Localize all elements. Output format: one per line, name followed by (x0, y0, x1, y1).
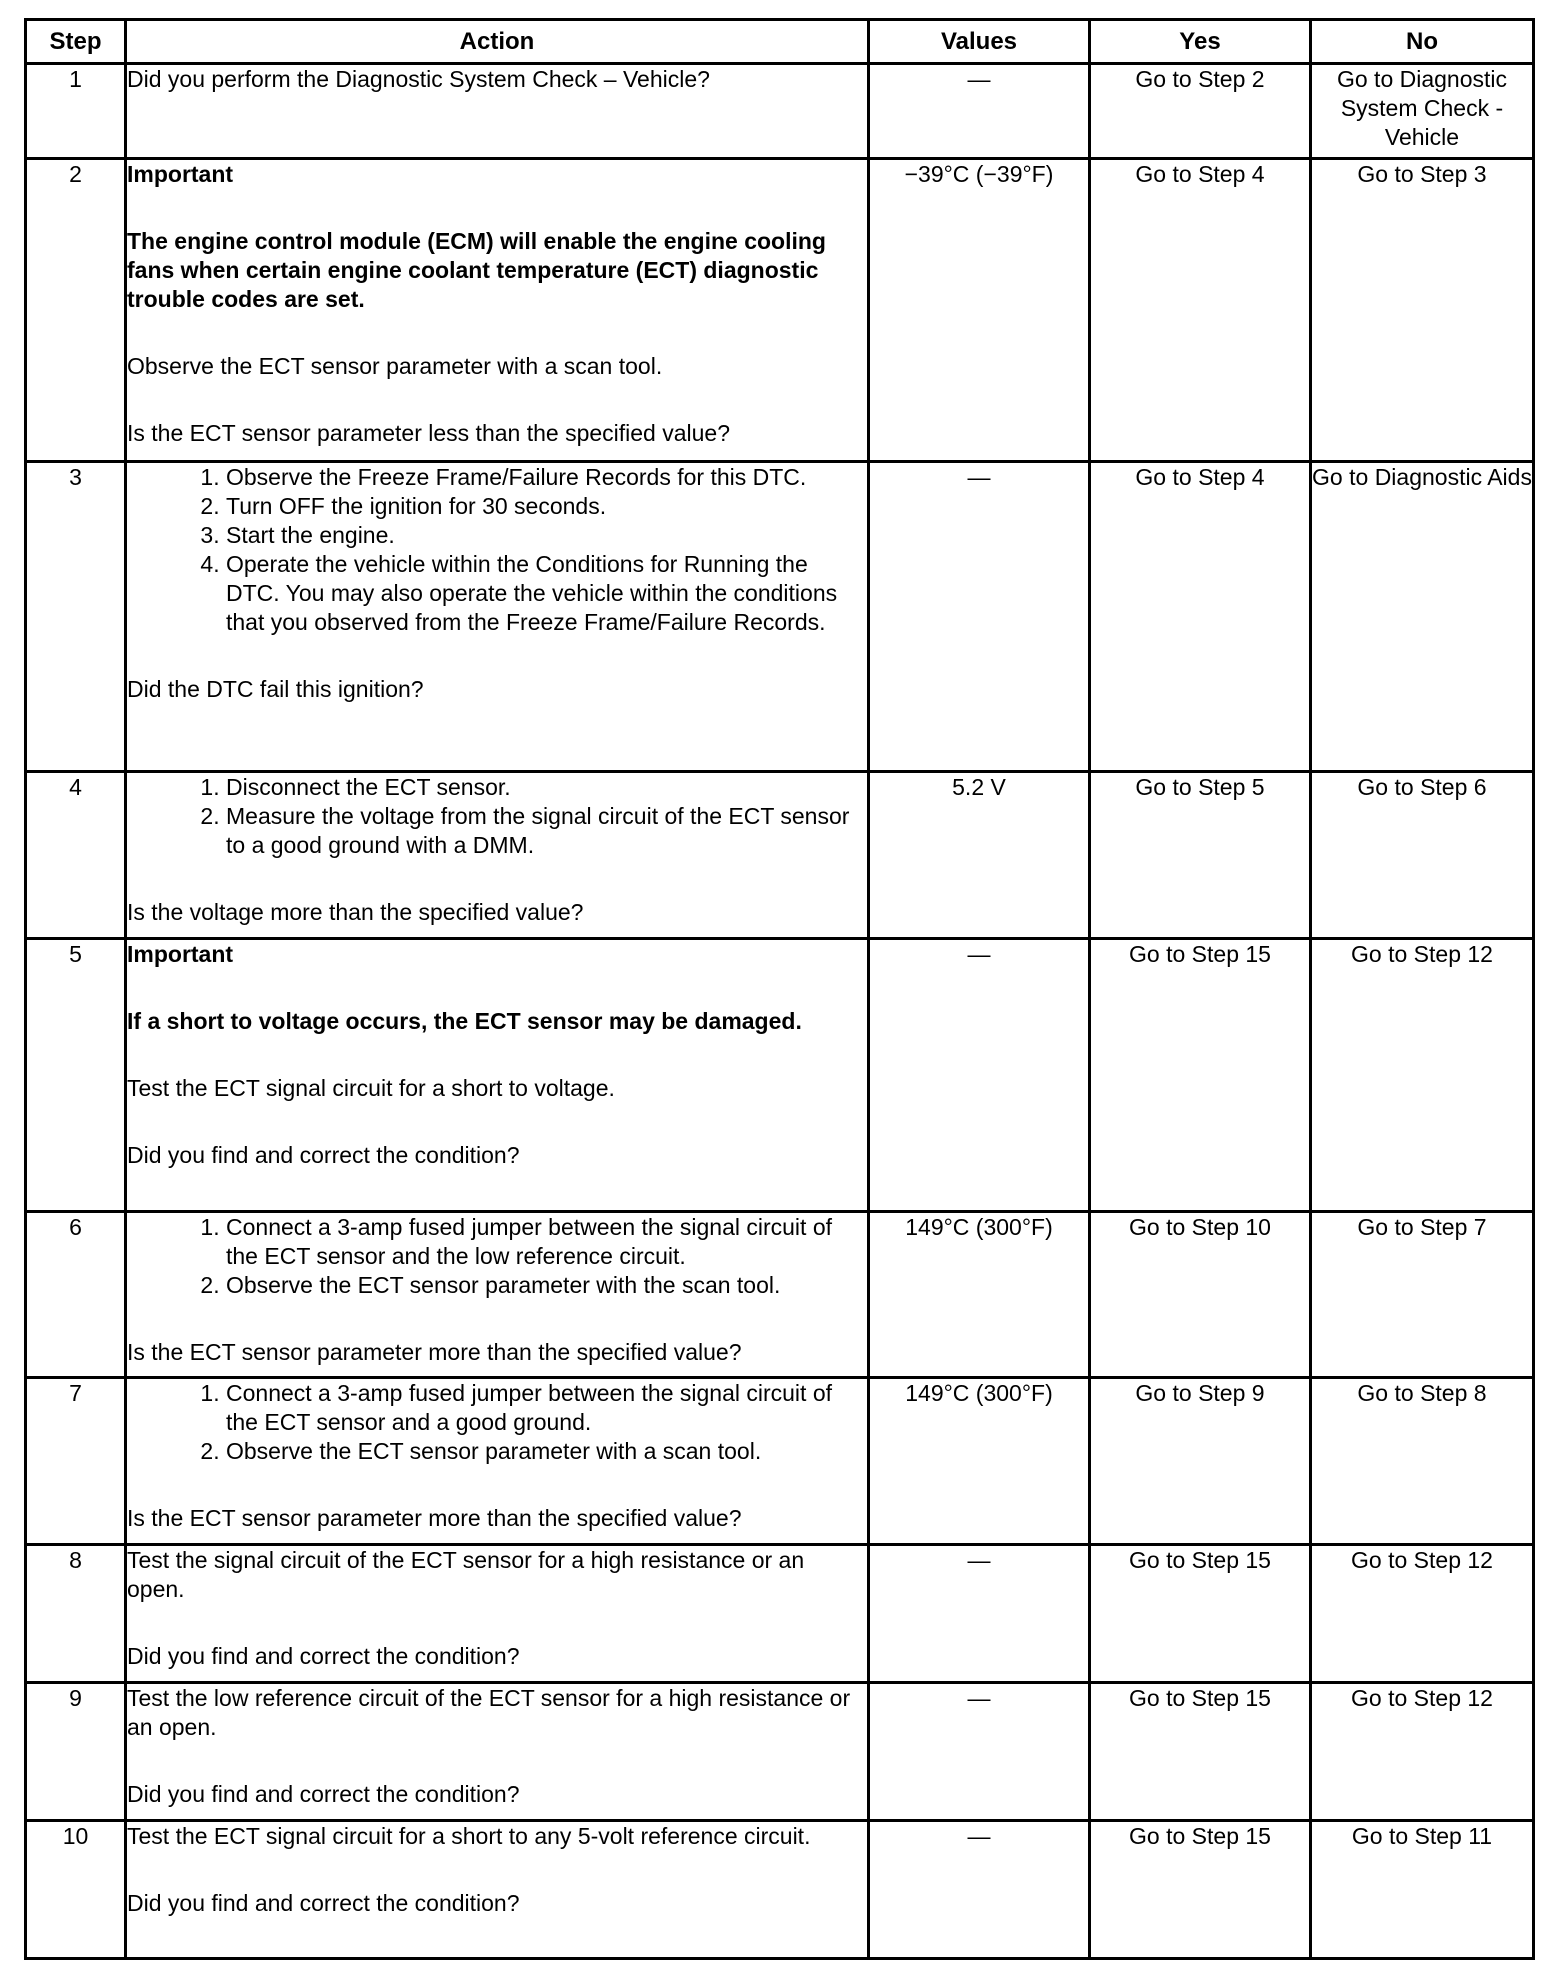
action-text: Test the ECT signal circuit for a short to voltage. (127, 1075, 615, 1101)
header-row (26, 20, 1534, 64)
question-text: Did you find and correct the condition? (127, 1142, 520, 1168)
action-text: Observe the ECT sensor parameter with a scan tool. (127, 353, 663, 379)
header-step: Step (26, 20, 126, 64)
question-text: Is the voltage more than the specified value? (127, 899, 584, 925)
yes-cell: Go to Step 15 (1090, 1545, 1311, 1683)
table-row (26, 939, 1534, 1212)
no-cell: Go to Step 12 (1311, 1545, 1534, 1683)
action-cell (126, 462, 869, 772)
header-values: Values (869, 20, 1090, 64)
step-number: 3 (26, 462, 126, 772)
value-cell: 149°C (300°F) (869, 1378, 1090, 1545)
list-item: 1. Disconnect the ECT sensor. (226, 773, 867, 802)
action-cell (126, 64, 869, 159)
no-cell: Go to Step 3 (1311, 159, 1534, 462)
value-cell: — (869, 1545, 1090, 1683)
step-number: 10 (26, 1821, 126, 1959)
table-row (26, 1821, 1534, 1959)
question-text: Is the ECT sensor parameter less than the specified value? (127, 420, 731, 446)
no-cell: Go to Step 12 (1311, 939, 1534, 1212)
question-text: Did the DTC fail this ignition? (127, 676, 424, 702)
action-steps (127, 1379, 867, 1466)
table-row (26, 159, 1534, 462)
action-text: Test the signal circuit of the ECT sensor for a high resistance or an open. (127, 1547, 805, 1602)
question-text: Did you find and correct the condition? (127, 1643, 520, 1669)
no-cell: Go to Step 12 (1311, 1683, 1534, 1821)
no-cell: Go to Diagnostic Aids (1311, 462, 1534, 772)
yes-cell: Go to Step 4 (1090, 159, 1311, 462)
table-row (26, 1683, 1534, 1821)
step-number: 5 (26, 939, 126, 1212)
value-cell: — (869, 64, 1090, 159)
table-row (26, 64, 1534, 159)
action-text: Did you perform the Diagnostic System Check – Vehicle? (127, 66, 710, 92)
value-cell: — (869, 1683, 1090, 1821)
no-cell: Go to Diagnostic System Check - Vehicle (1311, 64, 1534, 159)
value-cell: −39°C (−39°F) (869, 159, 1090, 462)
diagnostic-table (24, 18, 1535, 1960)
yes-cell: Go to Step 9 (1090, 1378, 1311, 1545)
list-item: 2. Measure the voltage from the signal circuit of the ECT sensor to a good ground with a DMM. (226, 802, 867, 860)
important-text: If a short to voltage occurs, the ECT sensor may be damaged. (127, 1008, 802, 1034)
action-text: Test the ECT signal circuit for a short to any 5-volt reference circuit. (127, 1823, 811, 1849)
list-item: 2. Turn OFF the ignition for 30 seconds. (226, 492, 867, 521)
table-row (26, 772, 1534, 939)
value-cell: — (869, 462, 1090, 772)
step-number: 9 (26, 1683, 126, 1821)
question-text: Did you find and correct the condition? (127, 1890, 520, 1916)
table-row (26, 1212, 1534, 1378)
question-text: Is the ECT sensor parameter more than the specified value? (127, 1505, 742, 1531)
table-row (26, 462, 1534, 772)
list-item: 1. Connect a 3-amp fused jumper between the signal circuit of the ECT sensor and the low reference circuit. (226, 1213, 867, 1271)
action-steps (127, 1213, 867, 1300)
list-item: 4. Operate the vehicle within the Conditions for Running the DTC. You may also operate the vehicle within the conditions that you observed from the Freeze Frame/Failure Records. (226, 550, 867, 637)
header-action: Action (126, 20, 869, 64)
action-cell (126, 1545, 869, 1683)
step-number: 8 (26, 1545, 126, 1683)
step-number: 7 (26, 1378, 126, 1545)
question-text: Is the ECT sensor parameter more than the specified value? (127, 1339, 742, 1365)
yes-cell: Go to Step 10 (1090, 1212, 1311, 1378)
step-number: 4 (26, 772, 126, 939)
value-cell: 5.2 V (869, 772, 1090, 939)
table-row (26, 1545, 1534, 1683)
important-heading: Important (127, 941, 234, 967)
action-cell (126, 772, 869, 939)
table-row (26, 1378, 1534, 1545)
step-number: 2 (26, 159, 126, 462)
yes-cell: Go to Step 2 (1090, 64, 1311, 159)
action-steps (127, 463, 867, 637)
important-text: The engine control module (ECM) will enable the engine cooling fans when certain engine coolant temperature (ECT) diagnostic trouble codes are set. (127, 228, 826, 312)
action-text: Test the low reference circuit of the ECT sensor for a high resistance or an open. (127, 1685, 851, 1740)
list-item: 1. Connect a 3-amp fused jumper between the signal circuit of the ECT sensor and a good ground. (226, 1379, 867, 1437)
yes-cell: Go to Step 15 (1090, 1821, 1311, 1959)
value-cell: 149°C (300°F) (869, 1212, 1090, 1378)
action-cell (126, 1821, 869, 1959)
action-cell (126, 939, 869, 1212)
action-cell (126, 159, 869, 462)
yes-cell: Go to Step 5 (1090, 772, 1311, 939)
list-item: 3. Start the engine. (226, 521, 867, 550)
question-text: Did you find and correct the condition? (127, 1781, 520, 1807)
no-cell: Go to Step 7 (1311, 1212, 1534, 1378)
step-number: 6 (26, 1212, 126, 1378)
action-cell (126, 1683, 869, 1821)
action-cell (126, 1378, 869, 1545)
no-cell: Go to Step 6 (1311, 772, 1534, 939)
yes-cell: Go to Step 15 (1090, 1683, 1311, 1821)
no-cell: Go to Step 11 (1311, 1821, 1534, 1959)
step-number: 1 (26, 64, 126, 159)
header-no: No (1311, 20, 1534, 64)
value-cell: — (869, 1821, 1090, 1959)
important-heading: Important (127, 161, 234, 187)
yes-cell: Go to Step 4 (1090, 462, 1311, 772)
list-item: 1. Observe the Freeze Frame/Failure Records for this DTC. (226, 463, 867, 492)
action-cell (126, 1212, 869, 1378)
action-steps (127, 773, 867, 860)
list-item: 2. Observe the ECT sensor parameter with the scan tool. (226, 1271, 867, 1300)
no-cell: Go to Step 8 (1311, 1378, 1534, 1545)
list-item: 2. Observe the ECT sensor parameter with a scan tool. (226, 1437, 867, 1466)
header-yes: Yes (1090, 20, 1311, 64)
value-cell: — (869, 939, 1090, 1212)
yes-cell: Go to Step 15 (1090, 939, 1311, 1212)
